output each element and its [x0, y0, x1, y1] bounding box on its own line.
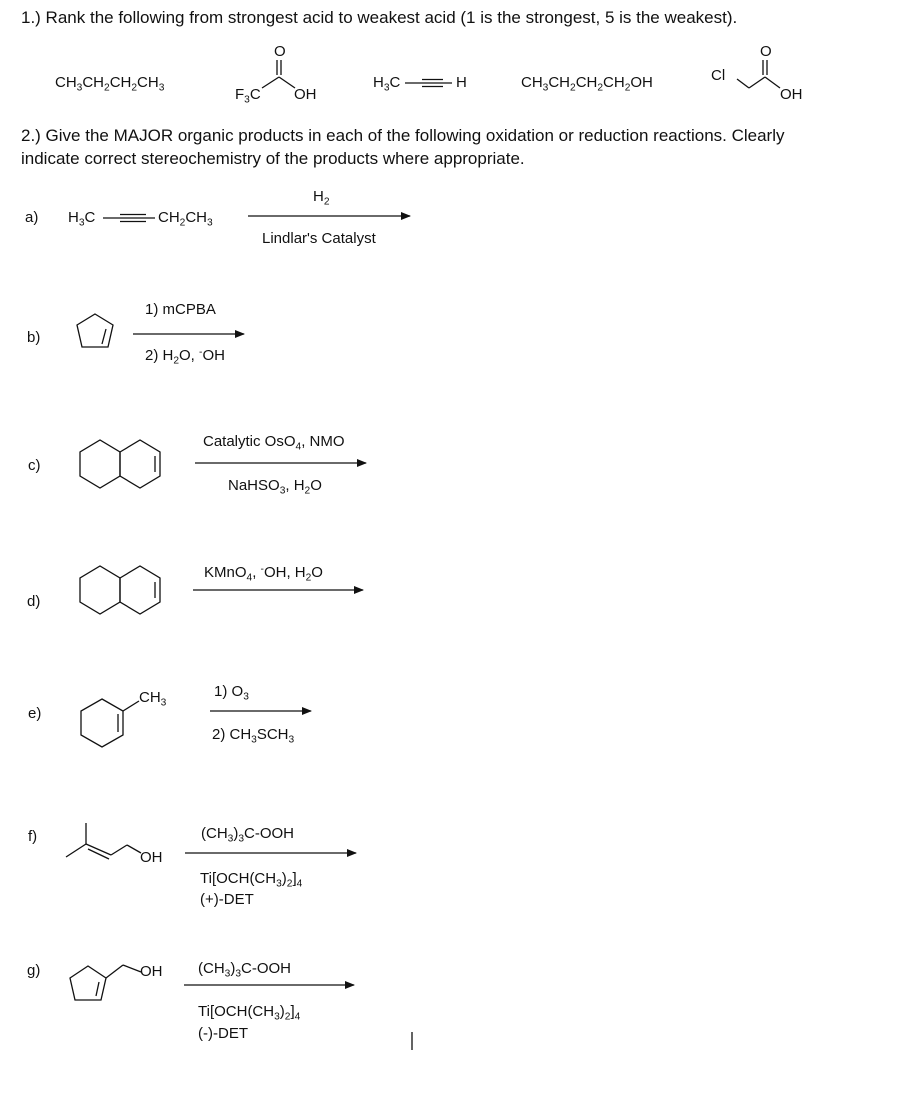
chloroacetic-cl: Cl	[711, 67, 726, 84]
reagent-f-below2: (+)-DET	[200, 891, 254, 908]
reagent-c-below: NaHSO$_3$, $H_2O$	[228, 477, 322, 497]
label-b: b)	[27, 329, 41, 346]
reagent-e-below: 2) $CH_3SCH_3$	[212, 726, 295, 746]
pentyne-triple-bond	[103, 215, 155, 222]
chloroacetic-oh: OH	[780, 86, 803, 103]
butanol: $CH_3CH_2CH_2CH_2OH$	[521, 74, 653, 94]
reagent-f-below1: $Ti[OCH(CH_3)_2]_4$	[200, 870, 303, 890]
pentyne-ch2ch3: $CH_2CH_3$	[158, 209, 213, 229]
q2-title-line1: 2.) Give the MAJOR organic products in each of the following oxidation or reduction reactions. Clearly	[21, 126, 785, 145]
label-g: g)	[27, 962, 41, 979]
q2-title-line2: indicate correct stereochemistry of the products where appropriate.	[21, 149, 525, 168]
label-e: e)	[28, 705, 42, 722]
label-d: d)	[27, 593, 41, 610]
bicyclic-alkene-c	[80, 440, 160, 488]
cyclopentenyl-methanol-g	[70, 965, 141, 1000]
propyne-h: H	[456, 74, 467, 91]
allylic-alcohol-f	[66, 823, 141, 859]
label-c: c)	[28, 457, 41, 474]
label-a: a)	[25, 209, 39, 226]
tfa-carbonyl-o: O	[274, 43, 286, 60]
butane: $CH_3CH_2CH_2CH_3$	[55, 74, 165, 94]
reagent-d-above: KMnO$_4$, -OH, $H_2O$	[204, 563, 323, 584]
reagent-g-below2: (-)-DET	[198, 1025, 248, 1042]
chloroacetic-carbonyl-o: O	[760, 43, 772, 60]
g-oh: OH	[140, 963, 163, 980]
reagent-b-below: 2) $H_2O$, -OH	[145, 346, 225, 367]
propyne-triple-bond	[405, 80, 452, 87]
propyne-h3c: $H_3C$	[373, 74, 401, 94]
reagent-a-above: $H_2$	[313, 188, 330, 208]
pentyne-h3c: $H_3C$	[68, 209, 96, 229]
tfa-bonds	[262, 60, 295, 88]
label-f: f)	[28, 828, 38, 845]
e-methyl-substituent: $CH_3$	[139, 689, 167, 709]
reagent-g-below1: $Ti[OCH(CH_3)_2]_4$	[198, 1003, 301, 1023]
methylcyclohexene-ring	[81, 699, 139, 747]
cyclopentene-ring	[77, 314, 113, 347]
reagent-f-above: $(CH_3)_3C$-OOH	[201, 825, 295, 845]
q1-title: 1.) Rank the following from strongest acid to weakest acid (1 is the strongest, 5 is the weakest).	[21, 8, 738, 27]
reagent-a-below: Lindlar's Catalyst	[262, 230, 376, 247]
tfa-f3c: $F_3C$	[235, 86, 261, 106]
tfa-oh: OH	[294, 86, 317, 103]
reagent-b-above: 1) mCPBA	[145, 301, 216, 318]
f-oh: OH	[140, 849, 163, 866]
reagent-c-above: Catalytic OsO$_4$, NMO	[203, 433, 345, 453]
reagent-e-above: 1) $O_3$	[214, 683, 249, 703]
chloroacetic-bonds	[737, 60, 780, 88]
bicyclic-alkene-d	[80, 566, 160, 614]
reagent-g-above: $(CH_3)_3C$-OOH	[198, 960, 292, 980]
